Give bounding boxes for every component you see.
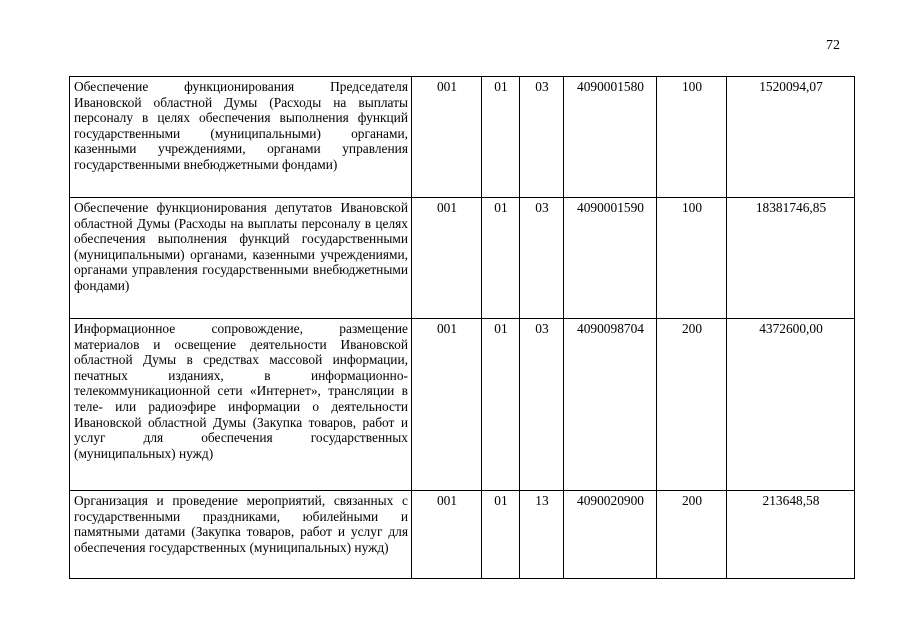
- row-ministry-code: 001: [412, 198, 482, 319]
- row-expense-type: 100: [657, 198, 727, 319]
- row-ministry-code: 001: [412, 77, 482, 198]
- row-section-code: 01: [482, 319, 520, 491]
- row-expense-type: 100: [657, 77, 727, 198]
- row-expense-type: 200: [657, 491, 727, 579]
- row-section-code: 01: [482, 198, 520, 319]
- budget-table: [69, 76, 855, 579]
- page-number: 72: [826, 38, 840, 53]
- table-row: [70, 77, 855, 198]
- row-target-article: 4090098704: [564, 319, 657, 491]
- row-subsection-code: 13: [520, 491, 564, 579]
- row-description: Организация и проведение мероприятий, связанных с государственными праздниками, юбилейными и памятными датами (Закупка товаров, работ и услуг для обеспечения государственных (муниципальных) нужд): [70, 491, 412, 579]
- row-amount: 4372600,00: [727, 319, 855, 491]
- row-amount: 1520094,07: [727, 77, 855, 198]
- row-subsection-code: 03: [520, 198, 564, 319]
- table-row: [70, 491, 855, 579]
- row-subsection-code: 03: [520, 77, 564, 198]
- row-amount: 18381746,85: [727, 198, 855, 319]
- row-target-article: 4090001580: [564, 77, 657, 198]
- row-target-article: 4090020900: [564, 491, 657, 579]
- row-description: Информационное сопровождение, размещение материалов и освещение деятельности Ивановской областной Думы в средствах массовой информации, печатных изданиях, в информационно-телекоммуникационной сети «Интернет», трансляции в теле- или радиоэфире информации о деятельности Ивановской областной Думы (Закупка товаров, работ и услуг для обеспечения государственных (муниципальных) нужд): [70, 319, 412, 491]
- row-target-article: 4090001590: [564, 198, 657, 319]
- row-subsection-code: 03: [520, 319, 564, 491]
- row-expense-type: 200: [657, 319, 727, 491]
- row-ministry-code: 001: [412, 319, 482, 491]
- row-ministry-code: 001: [412, 491, 482, 579]
- row-description: Обеспечение функционирования депутатов Ивановской областной Думы (Расходы на выплаты персоналу в целях обеспечения выполнения функций государственными (муниципальными) органами, казенными учреждениями, органами управления государственными внебюджетными фондами): [70, 198, 412, 319]
- row-section-code: 01: [482, 77, 520, 198]
- row-amount: 213648,58: [727, 491, 855, 579]
- row-description: Обеспечение функционирования Председателя Ивановской областной Думы (Расходы на выплаты персоналу в целях обеспечения выполнения функций государственными (муниципальными) органами, казенными учреждениями, органами управления государственными внебюджетными фондами): [70, 77, 412, 198]
- row-section-code: 01: [482, 491, 520, 579]
- table-row: [70, 319, 855, 491]
- table-row: [70, 198, 855, 319]
